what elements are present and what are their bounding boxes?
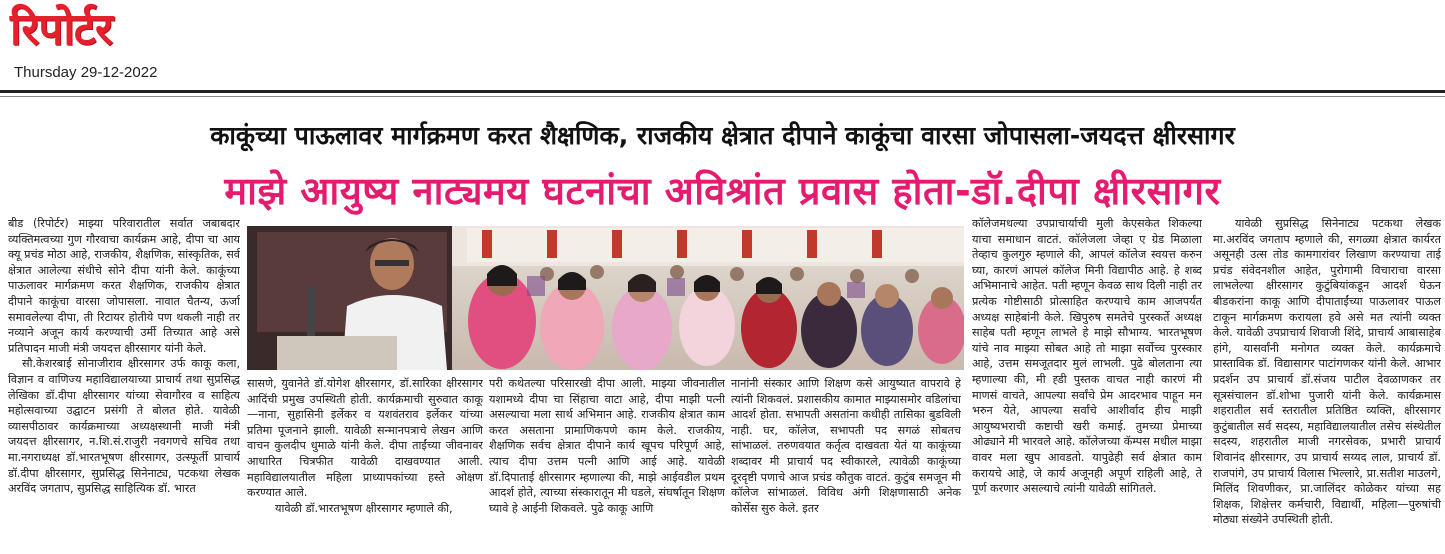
paragraph: कॉलेजमधल्या उपप्राचार्याची मुली केएसकेत शिकल्या याचा समाधान वाटतं. कॉलेजला जेव्हा ए ग्रेड मिळाला तेव्हाच कुलगुरु म्हणाले की, आपलं कॉलेज स्वयत्त करुन घ्या, कारणं आपलं कॉलेज मिनी विद्यापीठ आहे. हे शब्द अभिमानाचे आहेत. पती म्हणून केवळ साथ दिली नाही तर प्रत्येक गोष्टीसाठी प्रोत्साहित करण्याचे काम आजपर्यंत अध्यक्ष साहेबांनी केले. खिपुरुष समतेचे पुरस्कर्ते अध्यक्ष साहेब पती म्हणून लाभले हे माझे सौभाग्य. भारतभूषण यांचे नाव माझ्या सोबत आहे तो माझा सर्वोच्च पुरस्कार आहे, उत्तम समजूतदार मुलं लाभली. पुढे बोलताना त्या म्हणाल्या की, मी ह्डी पुस्तक वाचत नाही कारणं मी माणसं वाचते, आपल्या सर्वांचे प्रेम आदरभाव पाहून मन भरुन येते, आपल्या सर्वांचे आशीर्वाद हीच माझी आयुष्यभराची कष्टाची खरी कमाई. तुमच्या प्रेमाच्या ओढ्याने मी भारवले आहे. कॉलेजच्या कॅम्पस मधील माझा वावर मला खुप आवडतो. यापुढेही सर्व क्षेत्रात काम करायचे आहे, जे कार्य अजूनही अपूर्ण राहिली आहे, ते पूर्ण करणार असल्याचे त्यांनी यावेळी सांगितले. xyxy=(972,217,1202,496)
issue-date: Thursday 29-12-2022 xyxy=(14,64,158,81)
article-column-5 xyxy=(972,216,1202,554)
masthead-rule xyxy=(0,90,1445,93)
paragraph: सौ.केशरबाई सोनाजीराव क्षीरसागर उर्फ काकू कला, विज्ञान व वाणिज्य महाविद्यालयाच्या प्राचार्य तथा सुप्रसिद्ध लेखिका डॉ.दीपा क्षीरसागर यांच्या सेवागौरव व साहित्य महोत्सवाच्या उद्घाटन प्रसंगी ते बोलत होते. यावेळी व्यासपीठावर कार्यक्रमाच्या अध्यक्षस्थानी माजी मंत्री जयदत्त क्षीरसागर, न.शि.सं.राजुरी नवगणचे सचिव तथा मा.नगराध्यक्ष डॉ.भारतभूषण क्षीरसागर, उत्स्फूर्ती प्राचार्य डॉ.दीपा क्षीरसागर, सुप्रसिद्ध सिनेनाट्य, पटकथा लेखक अरविंद जगताप, सुप्रसिद्ध साहित्यिक डॉ. भारत xyxy=(8,357,240,496)
paragraph: बीड (रिपोर्टर) माझ्या परिवारातील सर्वात जबाबदार व्यक्तिमत्वच्या गुण गौरवाचा कार्यक्रम आहे, दीपा चा आय क्यू प्रचंड मोठा आहे, राजकीय, शैक्षणिक, सांस्कृतिक, सर्व क्षेत्रात आलेल्या संधीचे सोने दीपा यांनी केले. काकूंच्या पाऊलावर मार्गक्रमण करत शैक्षणिक, राजकीय क्षेत्रात दीपाने काकूंचा वारसा जोपासला. नावात चैतन्य, ऊर्जा समावलेल्या दीपा, ती रिटायर होतीये पण थकली नाही तर नव्याने अजून कार्य करण्याची उर्मी तिच्यात आहे असे प्रतिपादन माजी मंत्री जयदत्त क्षीरसागर यांनी केले. xyxy=(8,217,240,355)
event-photo xyxy=(247,226,964,370)
paragraph: यावेळी सुप्रसिद्ध सिनेनाट्य पटकथा लेखक मा.अरविंद जगताप म्हणाले की, सगळ्या क्षेत्रात कार्यरत असूनही उत्स तोड कामगारांवर लिखाण करण्याचा ताई प्रचंड संवेदनशील आहेत, पुरोगामी विचाराचा वारसा लाभलेल्या क्षीरसागर कुटुंबियांकडून आदर्श घेऊन बीडकरांना काकू आणि दीपाताईंच्या पाऊलावर पाऊल टाकून मार्गक्रमण करायला हवे असे मत त्यांनी व्यक्त केले. यावेळी उपप्राचार्य शिवाजी शिंदे, प्राचार्य आबासाहेब हांगे, यासर्वांनी मनोगत व्यक्त केले. कार्यक्रमाचे प्रास्ताविक डॉ. विद्यासागर पाटांगणकर यांनी केले. आभार प्रदर्शन उप प्राचार्य डॉ.संजय पाटील देवळाणकर तर सूत्रसंचालन डॉ.शोभा पुजारी यांनी केले. कार्यक्रमास शहरातील सर्व स्तरातील प्रतिष्ठित व्यक्ति, क्षीरसागर कुटुंबातील सर्व सदस्य, महाविद्यालयातील तसेच संस्थेतील सदस्य, शहरातील माजी नगरसेवक, प्रभारी प्राचार्य शिवानंद क्षीरसागर, उप प्राचार्य सय्यद लाल, प्राचार्य डॉ. राजपांगे, उप प्राचार्य विलास भिल्लारे, प्रा.सतीश माउलगे, मिलिंद शिवणीकर, प्रा.जालिंदर कोळेकर यांच्या सह शिक्षक, शिक्षेत्तर कर्मचारी, विद्यार्थी, महिला—पुरुषांची मोठ्या संख्येने उपस्थिती होती. xyxy=(1213,217,1441,527)
article-column-6 xyxy=(1213,216,1441,554)
paragraph: सासणे, युवानेते डॉ.योगेश क्षीरसागर, डॉ.सारिका क्षीरसागर आदिंची प्रमुख उपस्थिती होती. कार्यक्रमाची सुरुवात काकू—नाना, सुहासिनी इर्लेकर व यशवंतराव इर्लेकर यांच्या प्रतिमा पूजनाने झाली. यावेळी सन्मानपत्राचे लेखन आणि वाचन कुलदीप धुमाळे यांनी केले. दीपा ताईंच्या जीवनावर आधारित चित्रफीत यावेळी दाखवण्यात आली. महाविद्यालयातील महिला प्राध्यापकांच्या हस्ते ओक्षण करण्यात आले. xyxy=(247,377,483,500)
article-column-4 xyxy=(731,376,961,554)
masthead xyxy=(0,0,1445,92)
event-photo-icon xyxy=(247,226,964,370)
paragraph: यावेळी डॉ.भारतभूषण क्षीरसागर म्हणाले की, xyxy=(275,501,453,515)
article-column-3 xyxy=(489,376,725,554)
article-column-2 xyxy=(247,376,483,554)
article-column-1 xyxy=(8,216,240,554)
paragraph: परी कथेतल्या परिसारखी दीपा आली. माझ्या जीवनातील यशामध्ये दीपा चा सिंहाचा वाटा आहे, दीपा माझी पत्नी असल्याचा मला सार्थ अभिमान आहे. राजकीय क्षेत्रात काम करत असताना प्रामाणिकपणे काम केले. राजकीय, शैक्षणिक सर्वच क्षेत्रात दीपाने कार्य खूपच परिपूर्ण आहे, त्याच दीपा उत्तम पत्नी आणि आई आहे. यावेळी डॉ.दिपाताई क्षीरसागर म्हणाल्या की, माझे आईवडील प्रथम आदर्श होते, त्याच्या संस्कारातून मी घडले, संघर्षातून शिक्षण घ्यावे हे आईनी शिकवले. पुढे काकू आणि xyxy=(489,377,725,515)
masthead-thin-rule xyxy=(0,96,1445,97)
newspaper-logo: रिपोर्टर xyxy=(10,4,112,55)
paragraph: नानांनी संस्कार आणि शिक्षण कसे आयुष्यात वापरावे हे त्यांनी शिकवलं. प्रशासकीय कामात माझ्यासमोर वडिलांचा आदर्श होता. सभापती असतांना कधीही तासिका बुडविली नाही. घर, कॉलेज, सभापती पद सगळं सोबतच सांभाळलं. तरुणवयात कर्तृत्व दाखवता येतं या काकूंच्या शब्दावर मी प्राचार्य पद स्वीकारले, त्यावेळी काकूंच्या दूरदृष्टी पणाचे आज प्रचंड कौतुक वाटतं. कुटुंब समजून मी कॉलेज सांभाळलं. विविध अंगी शिक्षणासाठी अनेक कोर्सेस सुरु केले. इतर xyxy=(731,377,961,515)
sub-headline: काकूंच्या पाऊलावर मार्गक्रमण करत शैक्षणिक, राजकीय क्षेत्रात दीपाने काकूंचा वारसा जोपासला-जयदत्त क्षीरसागर xyxy=(210,121,1235,150)
main-headline: माझे आयुष्य नाट्यमय घटनांचा अविश्रांत प्रवास होता-डॉ.दीपा क्षीरसागर xyxy=(224,169,1221,213)
